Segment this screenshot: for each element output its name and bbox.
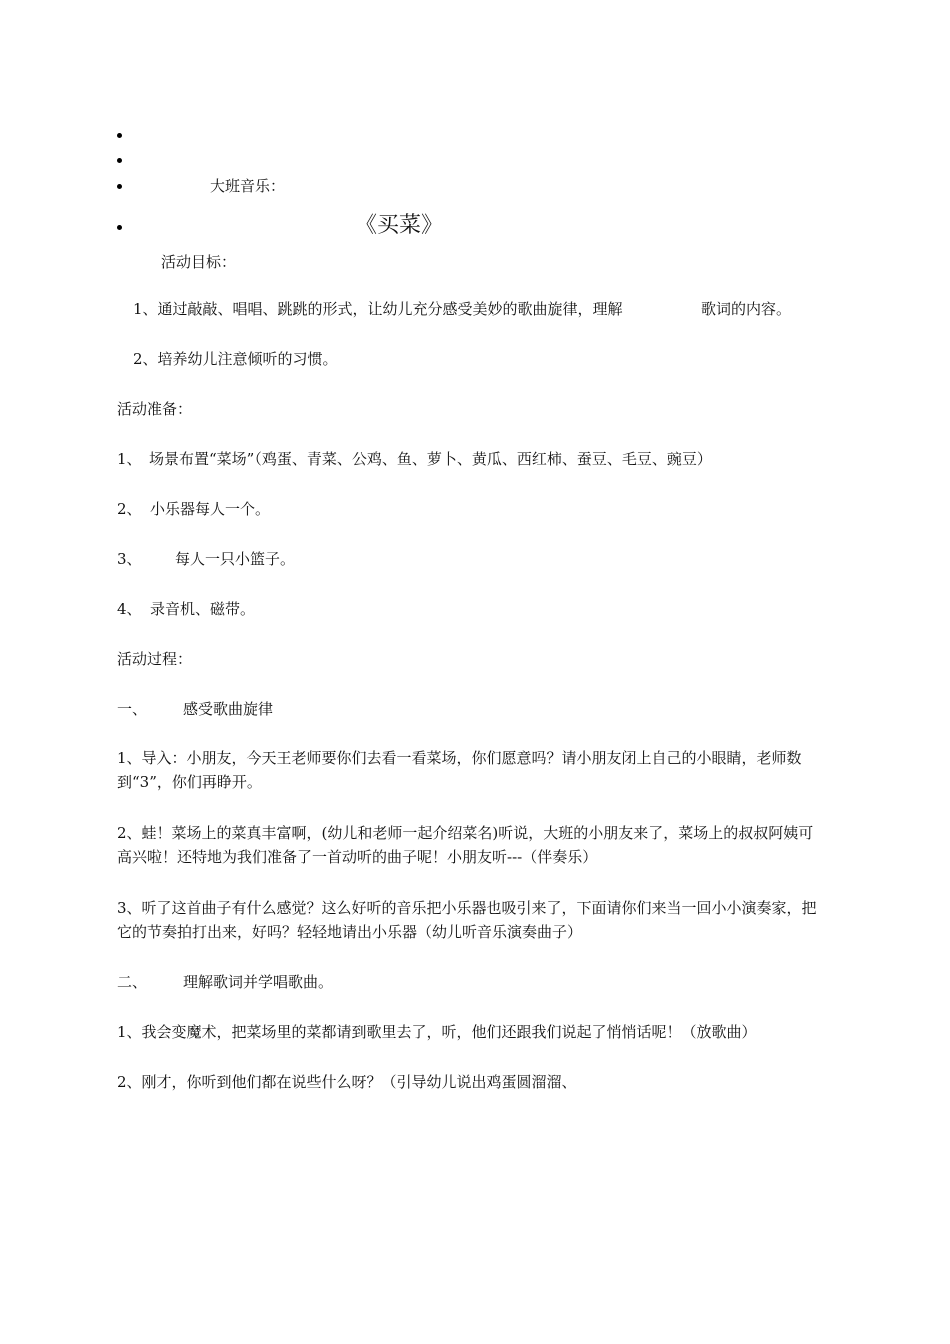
process-paragraph-4: 1、我会变魔术，把菜场里的菜都请到歌里去了，听，他们还跟我们说起了悄悄话呢！（放歌曲） — [117, 1023, 757, 1041]
prep-2-text: 小乐器每人一个。 — [150, 500, 271, 518]
section-1-title: 感受歌曲旋律 — [183, 700, 274, 718]
subject-heading: 大班音乐： — [210, 177, 286, 195]
prep-3-number: 3、 — [117, 550, 142, 568]
goal-1-text: 1、通过敲敲、唱唱、跳跳的形式，让幼儿充分感受美妙的歌曲旋律，理解 — [133, 300, 623, 318]
goal-2-text: 2、培养幼儿注意倾听的习惯。 — [133, 350, 338, 368]
process-paragraph-1: 1、导入：小朋友，今天王老师要你们去看一看菜场，你们愿意吗？请小朋友闭上自己的小眼睛，老师数到“3”，你们再睁开。 — [117, 749, 802, 791]
goal-1-text-end: 歌词的内容。 — [701, 300, 792, 318]
bullet-3 — [117, 184, 122, 189]
section-1-number: 一、 — [117, 700, 148, 718]
section-2-number: 二、 — [117, 973, 148, 991]
process-paragraph-3: 3、听了这首曲子有什么感觉？这么好听的音乐把小乐器也吸引来了，下面请你们来当一回小小演奏家，把它的节奏拍打出来，好吗？轻轻地请出小乐器（幼儿听音乐演奏曲子） — [117, 899, 817, 941]
goals-heading: 活动目标： — [161, 253, 237, 271]
prep-2-number: 2、 — [117, 500, 142, 518]
section-2-title: 理解歌词并学唱歌曲。 — [183, 973, 334, 991]
prep-heading: 活动准备： — [117, 400, 193, 418]
bullet-1 — [117, 133, 122, 138]
process-paragraph-5: 2、刚才，你听到他们都在说些什么呀？（引导幼儿说出鸡蛋圆溜溜、 — [117, 1073, 577, 1091]
prep-4-number: 4、 — [117, 600, 142, 618]
process-paragraph-2: 2、蛙！菜场上的菜真丰富啊，(幼儿和老师一起介绍菜名)听说，大班的小朋友来了，菜场上的叔叔阿姨可高兴啦！还特地为我们准备了一首动听的曲子呢！小朋友听---（伴奏乐） — [117, 824, 814, 866]
prep-1-text: 场景布置“菜场”（鸡蛋、青菜、公鸡、鱼、萝卜、黄瓜、西红柿、蚕豆、毛豆、豌豆） — [149, 450, 712, 468]
prep-1-number: 1、 — [117, 450, 142, 468]
prep-4-text: 录音机、磁带。 — [150, 600, 256, 618]
prep-3-text: 每人一只小篮子。 — [175, 550, 296, 568]
page-title: 《买菜》 — [355, 213, 444, 238]
process-heading: 活动过程： — [117, 650, 193, 668]
bullet-4 — [117, 225, 122, 230]
bullet-2 — [117, 158, 122, 163]
